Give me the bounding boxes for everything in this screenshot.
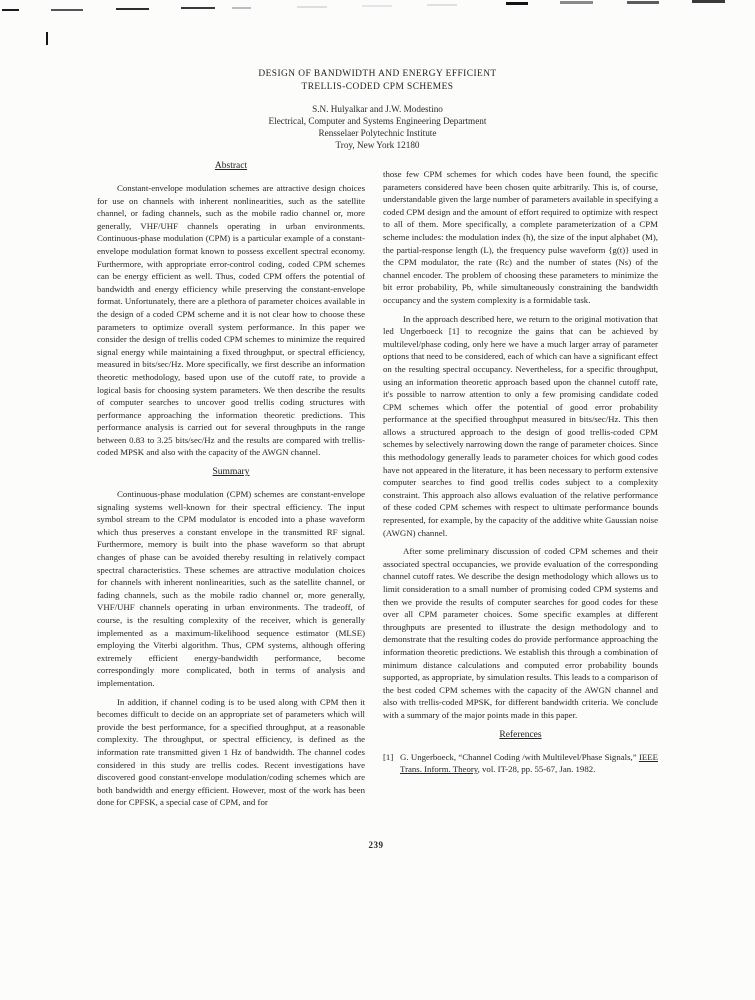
- scan-dash-mark: [362, 5, 392, 7]
- author-block: [0, 103, 755, 151]
- page-number: 239: [368, 840, 384, 850]
- reference-citation-pre: G. Ungerboeck, “Channel Coding /with Multilevel/Phase Signals,”: [400, 751, 639, 762]
- scan-dash-mark: [297, 6, 327, 8]
- paper-title-line-2: TRELLIS-CODED CPM SCHEMES: [301, 82, 454, 92]
- scan-dash-mark: [51, 9, 83, 11]
- scan-dash-mark: [116, 8, 149, 10]
- body-paragraph-2: In the approach described here, we return to the original motivation that led Ungerboeck [1] to recognize the gains that can be achieved by multilevel/phase coding, only here we have a much larger array of parameter options that need to be considered, each of which can have a significant effect on the resulting spectral occupancy. Nevertheless, for a specific throughput, using an information theoretic approach based upon the channel cutoff rate, it's possible to narrow attention to only a few promising candidate coded CPM schemes which offer the potential of good error probability performance at the specified throughput measured in bits/sec/Hz. This then allows a structured approach to the design of good trellis-coded CPM schemes by selectively narrowing down the range of parameter choices. Since this methodology generally leads to parameter choices for which good codes have not appeared in the literature, it has been necessary to perform extensive computer searches to find good trellis codes subject to a complexity constraint. This approach also allows evaluation of the relative performance of these coded CPM schemes with respect to ultimate performance bounds represented, for example, by the capacity of the additive white Gaussian noise (AWGN) channel.: [383, 313, 658, 538]
- location: Troy, New York 12180: [335, 140, 420, 150]
- body-paragraph-3: After some preliminary discussion of coded CPM schemes and their associated spectral occupancies, we provide evaluation of the corresponding channel cutoff rates. We describe the design methodology which allows us to limit consideration to a small number of promising coded CPM systems and then we provide the results of computer searches for good codes for these over all CPM parameter choices. Some specific examples at different throughputs are presented to illustrate the design methodology and to demonstrate that the resulting codes do provide performance approaching the information theoretic predictions. We establish this through a combination of minimum distance calculations and computed error probability bounds supported, as appropriate, by simulation results. This leads to a comparison of the best coded CPM schemes with the capacity of the AWGN channel and also with trellis-coded MPSK, for different bandwidth criteria. We conclude with a summary of the major points made in this paper.: [383, 546, 658, 720]
- reference-citation-post: , vol. IT-28, pp. 55-67, Jan. 1982.: [477, 764, 596, 775]
- summary-paragraph-2: In addition, if channel coding is to be used along with CPM then it becomes difficult to decide on an appropriate set of parameters which will provide the best performance, for a specified throughput, at a reasonable complexity. The throughput, or spectral efficiency, is defined as the information rate transmitted given 1 Hz of bandwidth. The channel codes considered in this study are trellis codes. Recent investigations have discovered good constant-envelope modulation/coding schemes which are both bandwidth and energy efficient. However, most of the work has been done for CPFSK, a special case of CPM, and for: [97, 696, 365, 808]
- paper-header: [0, 68, 755, 151]
- department: Electrical, Computer and Systems Engineering Department: [268, 116, 487, 126]
- reference-text: [400, 751, 658, 776]
- scan-tick-mark: [46, 32, 48, 45]
- scan-dash-mark: [627, 1, 659, 4]
- scan-dash-mark: [692, 0, 725, 3]
- reference-label: [1]: [383, 751, 394, 762]
- right-column: [383, 168, 658, 776]
- reference-entry-1: [383, 751, 658, 776]
- scan-dash-mark: [427, 4, 457, 6]
- reference-journal-name: IEEE Trans. Inform. Theory: [400, 751, 658, 775]
- left-column: [97, 160, 365, 815]
- abstract-paragraph: Constant-envelope modulation schemes are attractive design choices for use on channels with inherent nonlinearities, such as the satellite channel, or fading channels, such as the mobile radio channel or, more generally, VHF/UHF channels operating in urban environments. Continuous-phase modulation (CPM) is a particular example of a constant-envelope modulation format known to possess excellent spectral economy. Furthermore, with appropriate error-control coding, coded CPM schemes can be energy efficient as well. Thus, coded CPM offers the potential of bandwidth and energy efficiency while preserving the constant-envelope format. Unfortunately, there are a plethora of parameter choices available in the design of a coded CPM scheme and it is not clear how to choose these parameters to optimize overall system performance. In this paper we consider the design of trellis coded CPM schemes to minimize the required signal energy while maintaining a fixed throughput, or spectral efficiency, measured in bits/sec/Hz. More specifically, we first describe an information theoretic methodology, based upon use of the cutoff rate, to provide a logical basis for choosing system parameters. We then describe the results of computer searches to uncover good trellis coding structures with performance approaching the information theoretic predictions. This performance analysis is carried out for several throughputs in the range between 0.83 to 3.25 bits/sec/Hz and the results are compared with trellis-coded MPSK and also with the capacity of the AWGN channel.: [97, 183, 365, 458]
- summary-heading: Summary: [212, 467, 250, 478]
- authors: S.N. Hulyalkar and J.W. Modestino: [312, 104, 443, 114]
- summary-paragraph-1: Continuous-phase modulation (CPM) schemes are constant-envelope signaling systems well-known for their spectral efficiency. The input symbol stream to the CPM modulator is encoded into a phase waveform which thus preserves a constant envelope in the transmitted RF signal. Furthermore, memory is built into the phase waveform so that abrupt changes of phase can be avoided thereby resulting in relatively compact spectral characteristics. These schemes are attractive modulation choices for channels with inherent nonlinearities, such as the satellite channel, or fading channels, such as the mobile radio channel or, more generally, VHF/UHF channels operating in urban environments. The tradeoff, of course, is the resulting complexity of the receiver, which is generally implemented as a maximum-likelihood sequence estimator (MLSE) employing the Viterbi algorithm. Thus, CPM systems, although offering extremely efficient energy-bandwidth performance, become correspondingly more complicated, both in terms of analysis and implementation.: [97, 489, 365, 688]
- scan-dash-mark: [181, 7, 215, 9]
- abstract-heading: Abstract: [214, 161, 248, 171]
- scan-dash-mark: [560, 1, 593, 4]
- body-paragraph-1: those few CPM schemes for which codes have been found, the specific parameters considered have been chosen quite arbitrarily. This is, of course, understandable given the large number of parameters available in specifying a coded CPM design and the amount of effort required to optimize with respect to all of them. More specifically, a complete parameterization of a CPM scheme includes: the modulation index (h), the size of the input alphabet (M), the partial-response length (L), the frequency pulse waveform {g(t)} used in the CPM modulator, the rate (Rc) and the number of states (Ns) of the channel encoder. The problem of choosing these parameters to minimize the bit error probability, Pb, while simultaneously constraining the bandwidth occupancy and the system complexity is a formidable task.: [383, 169, 658, 305]
- references-heading: References: [499, 729, 542, 740]
- scan-dash-mark: [2, 9, 19, 11]
- paper-title-line-1: DESIGN OF BANDWIDTH AND ENERGY EFFICIENT: [258, 69, 497, 79]
- scan-dash-mark: [506, 2, 528, 5]
- institute: Rensselaer Polytechnic Institute: [318, 128, 437, 138]
- scan-dash-mark: [232, 7, 251, 9]
